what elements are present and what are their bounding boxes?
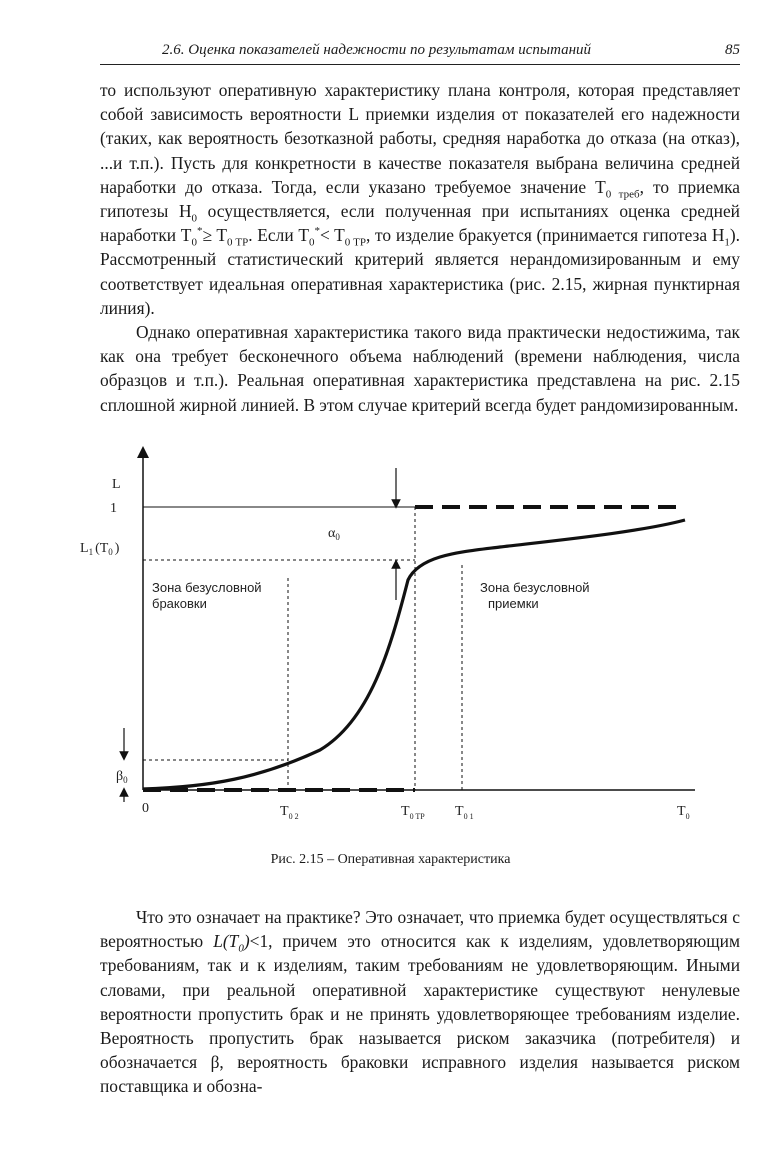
zone-accept-line1: Зона безусловной [480, 580, 590, 595]
running-header [100, 40, 740, 65]
x-tick-T0TP: $T_{0 TP}$ [401, 804, 425, 821]
operating-characteristic-figure [80, 440, 720, 840]
zone-reject-line1: Зона безусловной [152, 580, 262, 595]
y-axis-label: L [112, 477, 121, 492]
paragraph-2: Однако оперативная характеристика такого вида практически недостижима, так как она требует бесконечного объема наблюдений (времени наблюдения, числа образцов и т.п.). Реальная оперативная характеристика представлена на рис. 2.15 сплошной жирной линией. В этом случае критерий всегда будет рандомизированным. [100, 322, 740, 415]
x-axis-label: $T_0$ [677, 804, 690, 821]
alpha-label: $\alpha_0$ [328, 526, 340, 542]
x-tick-T02: $T_{0 2}$ [280, 804, 299, 821]
x-tick-T01: $T_{0 1}$ [455, 804, 474, 821]
page-number: 85 [725, 42, 740, 58]
y-tick-beta: $\beta_0$ [116, 769, 128, 785]
body-text-top [100, 78, 740, 417]
y-tick-one: 1 [110, 501, 117, 516]
zone-accept-line2: приемки [488, 596, 539, 611]
figure-caption: Рис. 2.15 – Оперативная характеристика [270, 852, 511, 867]
section-title: 2.6. Оценка показателей надежности по результатам испытаний [162, 42, 592, 58]
zone-reject-line2: браковки [152, 596, 207, 611]
y-tick-L1: $L_1$ ($T_0$ ) [80, 541, 120, 557]
paragraph-3: Что это означает на практике? Это означает, что приемка будет осуществляться с вероятностью $L(T_0)<1$, причем это относится как к изделиям, удовлетворяющим требованиям, так и к изделиям, таким требованиям не удовлетворяющим. Иными словами, при реальной оперативной характеристике существуют ненулевые вероятности пропустить брак и не принять удовлетворяющее требованиям изделие. Вероятность пропустить брак называется риском заказчика (потребителя) и обозначается β, вероятность браковки исправного изделия называется риском поставщика и обозна- [100, 907, 740, 1097]
body-text-bottom [100, 905, 740, 1099]
paragraph-1: то используют оперативную характеристику плана контроля, которая представляет собой зависимость вероятности L приемки изделия от показателей его надежности (таких, как вероятность безотказной работы, средняя наработка до отказа (на отказ), ...и т.п.). Пусть для конкретности в качестве показателя выбрана величина средней наработки до отказа. Тогда, если указано требуемое значение $T_{0 треб}$, то приемка гипотезы $H_0$ осуществляется, если полученная при испытаниях оценка средней наработки $T_0^*\ge T_{0 TP}$. Если $T_0^*< T_{0 TP}$, то изделие бракуется (принимается гипотеза $H_1$). Рассмотренный статистический критерий является нерандомизированным и ему соответствует идеальная оперативная характеристика (рис. 2.15, жирная пунктирная линия). [100, 80, 741, 318]
x-origin-label: 0 [142, 801, 149, 816]
